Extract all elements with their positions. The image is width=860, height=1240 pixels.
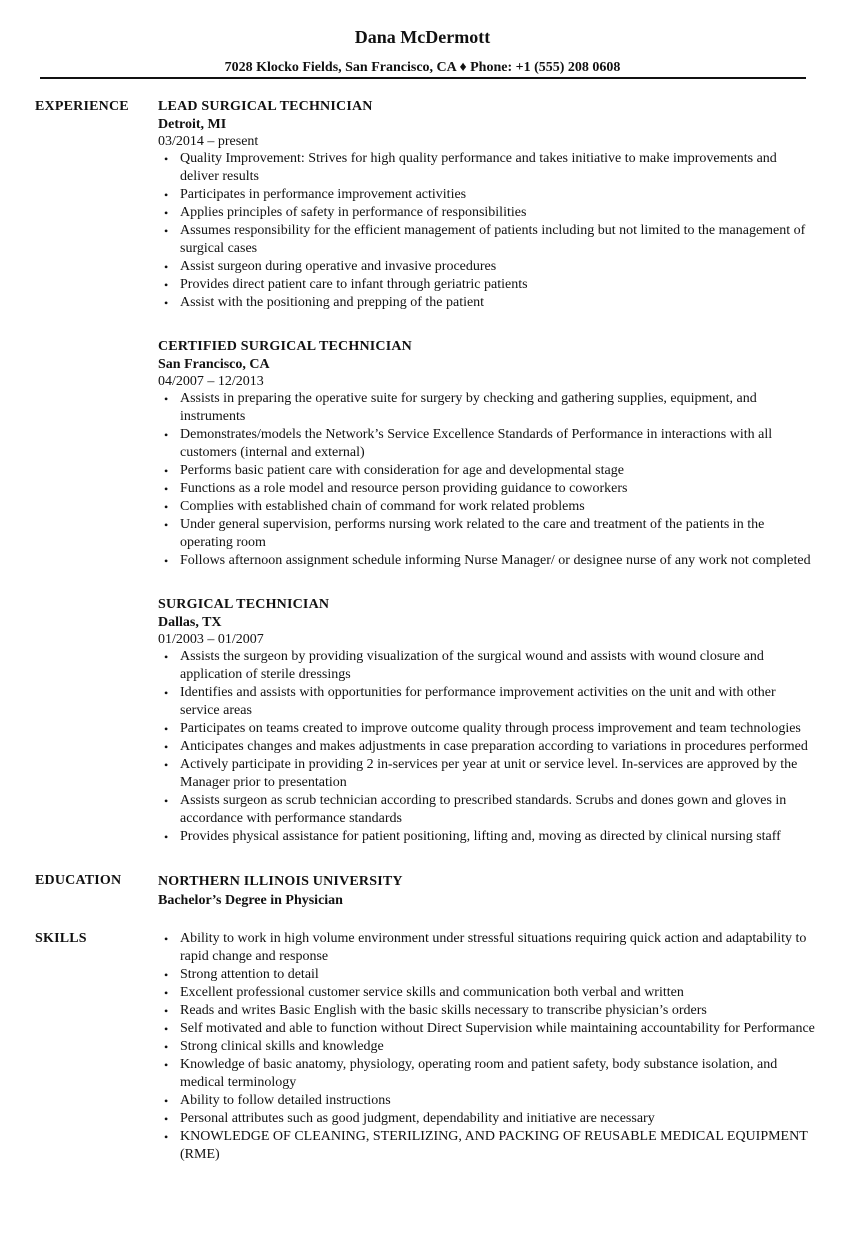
bullet-icon: • <box>164 986 169 1000</box>
list-item <box>158 930 818 966</box>
bullet-icon: • <box>164 554 169 568</box>
job-title: CERTIFIED SURGICAL TECHNICIAN <box>158 339 412 354</box>
bullet-text: Actively participate in providing 2 in-services per year at unit or service level. In-services are approved by the Manager prior to presentation <box>180 757 798 790</box>
contact-line: 7028 Klocko Fields, San Francisco, CA ♦ Phone: +1 (555) 208 0608 <box>224 60 621 75</box>
list-item <box>158 1092 818 1110</box>
school-name: NORTHERN ILLINOIS UNIVERSITY <box>158 874 403 889</box>
skills-heading: SKILLS <box>35 931 87 946</box>
list-item <box>158 966 818 984</box>
bullet-text: Assumes responsibility for the efficient management of patients including but not limited to the management of surgical cases <box>180 223 806 256</box>
bullet-icon: • <box>164 392 169 406</box>
list-item <box>158 150 818 186</box>
list-item <box>158 258 818 276</box>
job-dates: 03/2014 – present <box>158 134 259 149</box>
bullet-text: Self motivated and able to function without Direct Supervision while maintaining accountability for Performance <box>180 1021 815 1036</box>
job-title: SURGICAL TECHNICIAN <box>158 597 330 612</box>
degree-name: Bachelor’s Degree in Physician <box>158 893 343 908</box>
bullet-text: Applies principles of safety in performance of responsibilities <box>180 205 527 220</box>
list-item <box>158 426 818 462</box>
list-item <box>158 294 818 312</box>
bullet-text: Ability to follow detailed instructions <box>180 1093 391 1108</box>
job-bullets <box>158 390 818 570</box>
job-bullets <box>158 150 818 312</box>
bullet-icon: • <box>164 206 169 220</box>
bullet-text: Anticipates changes and makes adjustments in case preparation according to variations in procedures performed <box>180 739 808 754</box>
bullet-text: Participates on teams created to improve outcome quality through process improvement and team technologies <box>180 721 801 736</box>
job-entry <box>158 338 818 570</box>
bullet-icon: • <box>164 1022 169 1036</box>
bullet-icon: • <box>164 224 169 238</box>
list-item <box>158 222 818 258</box>
list-item <box>158 684 818 720</box>
bullet-text: Performs basic patient care with consideration for age and developmental stage <box>180 463 624 478</box>
bullet-icon: • <box>164 1040 169 1054</box>
bullet-text: Complies with established chain of command for work related problems <box>180 499 585 514</box>
bullet-text: Provides direct patient care to infant through geriatric patients <box>180 277 528 292</box>
skills-list <box>158 930 818 1164</box>
list-item <box>158 276 818 294</box>
bullet-text: Identifies and assists with opportunities for performance improvement activities on the unit and with other service areas <box>180 685 776 718</box>
bullet-icon: • <box>164 650 169 664</box>
list-item <box>158 828 818 846</box>
list-item <box>158 480 818 498</box>
bullet-text: Participates in performance improvement activities <box>180 187 467 202</box>
bullet-text: Under general supervision, performs nursing work related to the care and treatment of the patients in the operating room <box>180 517 765 550</box>
bullet-text: Reads and writes Basic English with the basic skills necessary to transcribe physician’s orders <box>180 1003 707 1018</box>
list-item <box>158 1020 818 1038</box>
bullet-text: Knowledge of basic anatomy, physiology, operating room and patient safety, body substance isolation, and medical terminology <box>180 1057 778 1090</box>
list-item <box>158 1038 818 1056</box>
job-location: San Francisco, CA <box>158 357 270 372</box>
bullet-icon: • <box>164 152 169 166</box>
bullet-text: Assist surgeon during operative and invasive procedures <box>180 259 497 274</box>
bullet-icon: • <box>164 260 169 274</box>
job-entry <box>158 596 818 846</box>
bullet-icon: • <box>164 482 169 496</box>
bullet-icon: • <box>164 278 169 292</box>
bullet-icon: • <box>164 1058 169 1072</box>
bullet-text: Provides physical assistance for patient positioning, lifting and, moving as directed by clinical nursing staff <box>180 829 781 844</box>
experience-heading: EXPERIENCE <box>35 99 129 114</box>
bullet-icon: • <box>164 686 169 700</box>
list-item <box>158 462 818 480</box>
list-item <box>158 186 818 204</box>
list-item <box>158 1002 818 1020</box>
header-divider <box>40 77 806 79</box>
bullet-icon: • <box>164 464 169 478</box>
bullet-text: Assist with the positioning and prepping of the patient <box>180 295 485 310</box>
bullet-text: Demonstrates/models the Network’s Service Excellence Standards of Performance in interactions with all customers (internal and external) <box>180 427 773 460</box>
bullet-icon: • <box>164 1130 169 1144</box>
job-entry <box>158 98 818 312</box>
education-section <box>0 872 860 910</box>
bullet-text: Assists the surgeon by providing visualization of the surgical wound and assists with wound closure and application of sterile dressings <box>180 649 764 682</box>
bullet-text: Excellent professional customer service skills and communication both verbal and written <box>180 985 684 1000</box>
experience-section <box>0 98 860 846</box>
list-item <box>158 984 818 1002</box>
bullet-icon: • <box>164 968 169 982</box>
skills-body <box>158 930 818 1164</box>
bullet-icon: • <box>164 758 169 772</box>
experience-body <box>158 98 818 846</box>
bullet-icon: • <box>164 296 169 310</box>
bullet-text: Strong attention to detail <box>180 967 319 982</box>
bullet-icon: • <box>164 428 169 442</box>
bullet-icon: • <box>164 188 169 202</box>
bullet-icon: • <box>164 740 169 754</box>
resume-content <box>0 98 860 1164</box>
job-bullets <box>158 648 818 846</box>
education-body <box>158 872 818 910</box>
list-item <box>158 552 818 570</box>
education-heading: EDUCATION <box>35 873 122 888</box>
bullet-text: Strong clinical skills and knowledge <box>180 1039 384 1054</box>
job-location: Dallas, TX <box>158 615 222 630</box>
list-item <box>158 1128 818 1164</box>
list-item <box>158 756 818 792</box>
bullet-icon: • <box>164 1112 169 1126</box>
list-item <box>158 204 818 222</box>
job-dates: 01/2003 – 01/2007 <box>158 632 264 647</box>
job-dates: 04/2007 – 12/2013 <box>158 374 264 389</box>
bullet-text: Follows afternoon assignment schedule informing Nurse Manager/ or designee nurse of any work not completed <box>180 553 811 568</box>
bullet-icon: • <box>164 518 169 532</box>
job-location: Detroit, MI <box>158 117 227 132</box>
list-item <box>158 516 818 552</box>
list-item <box>158 720 818 738</box>
job-title: LEAD SURGICAL TECHNICIAN <box>158 99 373 114</box>
bullet-text: Ability to work in high volume environment under stressful situations requiring quick action and adaptability to rapid change and response <box>180 931 807 964</box>
list-item <box>158 498 818 516</box>
bullet-text: Assists in preparing the operative suite for surgery by checking and gathering supplies, equipment, and instruments <box>180 391 757 424</box>
bullet-icon: • <box>164 722 169 736</box>
bullet-icon: • <box>164 794 169 808</box>
list-item <box>158 792 818 828</box>
list-item <box>158 648 818 684</box>
list-item <box>158 1110 818 1128</box>
skills-section <box>0 930 860 1164</box>
bullet-text: Assists surgeon as scrub technician according to prescribed standards. Scrubs and dones gown and gloves in accordance with performance standards <box>180 793 787 826</box>
list-item <box>158 390 818 426</box>
bullet-text: Quality Improvement: Strives for high quality performance and takes initiative to make improvements and deliver results <box>180 151 777 184</box>
bullet-icon: • <box>164 830 169 844</box>
bullet-text: Functions as a role model and resource person providing guidance to coworkers <box>180 481 628 496</box>
bullet-text: Personal attributes such as good judgment, dependability and initiative are necessary <box>180 1111 655 1126</box>
bullet-icon: • <box>164 1094 169 1108</box>
bullet-icon: • <box>164 932 169 946</box>
candidate-name: Dana McDermott <box>354 27 491 47</box>
bullet-icon: • <box>164 500 169 514</box>
bullet-icon: • <box>164 1004 169 1018</box>
bullet-text: KNOWLEDGE OF CLEANING, STERILIZING, AND PACKING OF REUSABLE MEDICAL EQUIPMENT (RME) <box>180 1129 808 1162</box>
list-item <box>158 1056 818 1092</box>
list-item <box>158 738 818 756</box>
